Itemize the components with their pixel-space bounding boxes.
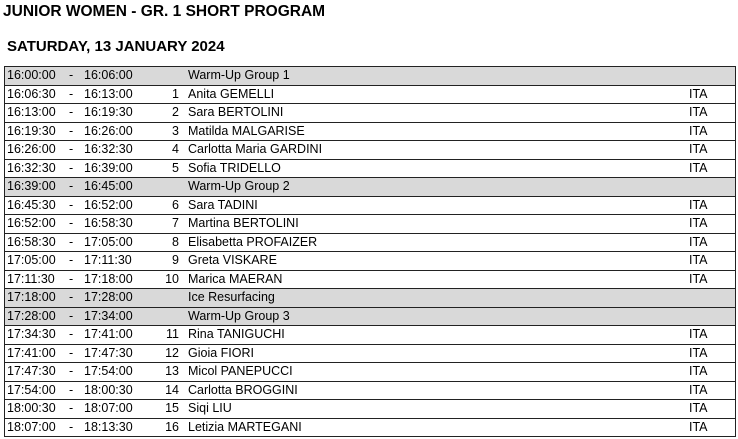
end-time: 18:07:00 xyxy=(84,401,133,415)
start-time: 17:05:00 xyxy=(7,253,56,267)
end-time: 16:52:00 xyxy=(84,197,133,212)
start-number: 9 xyxy=(172,253,179,267)
time-separator: - xyxy=(69,197,74,212)
skater-name: Anita GEMELLI xyxy=(188,86,275,101)
start-number: 16 xyxy=(165,419,179,434)
end-time: 17:11:30 xyxy=(84,253,132,267)
end-time: 16:58:30 xyxy=(84,216,133,230)
schedule-row xyxy=(4,234,736,253)
start-number: 15 xyxy=(165,401,179,415)
schedule-row xyxy=(4,345,736,364)
start-time: 17:18:00 xyxy=(7,290,56,304)
nation-code: ITA xyxy=(689,327,708,341)
section-label: Warm-Up Group 3 xyxy=(188,308,290,323)
time-separator: - xyxy=(69,345,74,360)
end-time: 17:28:00 xyxy=(84,290,133,304)
skater-name: Sofia TRIDELLO xyxy=(188,160,281,175)
end-time: 17:41:00 xyxy=(84,327,133,341)
start-number: 5 xyxy=(172,160,179,175)
start-number: 7 xyxy=(172,216,179,230)
nation-code: ITA xyxy=(689,86,708,101)
start-time: 16:19:30 xyxy=(7,123,56,138)
time-separator: - xyxy=(69,142,74,156)
schedule-date: SATURDAY, 13 JANUARY 2024 xyxy=(7,38,225,55)
skater-name: Letizia MARTEGANI xyxy=(188,419,302,434)
skater-name: Sara TADINI xyxy=(188,197,258,212)
schedule-row xyxy=(4,271,736,290)
time-separator: - xyxy=(69,253,74,267)
skater-name: Greta VISKARE xyxy=(188,253,277,267)
start-time: 18:00:30 xyxy=(7,401,56,415)
time-separator: - xyxy=(69,68,74,82)
schedule-row xyxy=(4,252,736,271)
skater-name: Marica MAERAN xyxy=(188,271,283,286)
nation-code: ITA xyxy=(689,234,708,249)
nation-code: ITA xyxy=(689,382,708,397)
end-time: 16:13:00 xyxy=(84,86,133,101)
start-time: 17:47:30 xyxy=(7,364,56,378)
start-time: 17:28:00 xyxy=(7,308,56,323)
nation-code: ITA xyxy=(689,253,708,267)
nation-code: ITA xyxy=(689,401,708,415)
schedule-row xyxy=(4,382,736,401)
end-time: 16:39:00 xyxy=(84,160,133,175)
start-number: 12 xyxy=(165,345,179,360)
skater-name: Micol PANEPUCCI xyxy=(188,364,293,378)
start-time: 16:45:30 xyxy=(7,197,56,212)
nation-code: ITA xyxy=(689,197,708,212)
end-time: 16:26:00 xyxy=(84,123,133,138)
start-number: 13 xyxy=(165,364,179,378)
start-time: 16:26:00 xyxy=(7,142,56,156)
time-separator: - xyxy=(69,271,74,286)
nation-code: ITA xyxy=(689,142,708,156)
schedule-row xyxy=(4,215,736,234)
schedule-row xyxy=(4,419,736,438)
end-time: 16:32:30 xyxy=(84,142,133,156)
end-time: 16:19:30 xyxy=(84,105,133,119)
time-separator: - xyxy=(69,419,74,434)
schedule-section-row xyxy=(4,178,736,197)
skater-name: Siqi LIU xyxy=(188,401,232,415)
time-separator: - xyxy=(69,105,74,119)
start-number: 2 xyxy=(172,105,179,119)
skater-name: Matilda MALGARISE xyxy=(188,123,305,138)
start-time: 16:58:30 xyxy=(7,234,56,249)
schedule-section-row xyxy=(4,289,736,308)
section-label: Ice Resurfacing xyxy=(188,290,275,304)
start-number: 1 xyxy=(172,86,179,101)
section-label: Warm-Up Group 2 xyxy=(188,179,290,193)
schedule-row xyxy=(4,363,736,382)
end-time: 17:34:00 xyxy=(84,308,133,323)
start-time: 16:06:30 xyxy=(7,86,56,101)
time-separator: - xyxy=(69,364,74,378)
nation-code: ITA xyxy=(689,123,708,138)
start-number: 8 xyxy=(172,234,179,249)
start-time: 16:39:00 xyxy=(7,179,56,193)
start-number: 14 xyxy=(165,382,179,397)
end-time: 17:54:00 xyxy=(84,364,133,378)
skater-name: Rina TANIGUCHI xyxy=(188,327,285,341)
time-separator: - xyxy=(69,123,74,138)
start-time: 16:52:00 xyxy=(7,216,56,230)
nation-code: ITA xyxy=(689,345,708,360)
time-separator: - xyxy=(69,216,74,230)
nation-code: ITA xyxy=(689,160,708,175)
end-time: 17:47:30 xyxy=(84,345,133,360)
schedule-row xyxy=(4,160,736,179)
start-time: 16:13:00 xyxy=(7,105,56,119)
skater-name: Carlotta Maria GARDINI xyxy=(188,142,323,156)
end-time: 17:05:00 xyxy=(84,234,133,249)
time-separator: - xyxy=(69,160,74,175)
end-time: 16:45:00 xyxy=(84,179,133,193)
start-time: 17:34:30 xyxy=(7,327,56,341)
skater-name: Elisabetta PROFAIZER xyxy=(188,234,318,249)
schedule-section-row xyxy=(4,308,736,327)
start-time: 18:07:00 xyxy=(7,419,56,434)
schedule-row xyxy=(4,197,736,216)
skater-name: Sara BERTOLINI xyxy=(188,105,284,119)
schedule-table xyxy=(4,66,736,437)
time-separator: - xyxy=(69,308,74,323)
schedule-row xyxy=(4,123,736,142)
time-separator: - xyxy=(69,234,74,249)
skater-name: Martina BERTOLINI xyxy=(188,216,299,230)
end-time: 17:18:00 xyxy=(84,271,133,286)
time-separator: - xyxy=(69,327,74,341)
start-number: 4 xyxy=(172,142,179,156)
end-time: 18:13:30 xyxy=(84,419,133,434)
time-separator: - xyxy=(69,86,74,101)
section-label: Warm-Up Group 1 xyxy=(188,68,290,82)
start-number: 10 xyxy=(165,271,179,286)
start-number: 3 xyxy=(172,123,179,138)
page-title: JUNIOR WOMEN - GR. 1 SHORT PROGRAM xyxy=(3,3,326,20)
schedule-row xyxy=(4,326,736,345)
nation-code: ITA xyxy=(689,271,708,286)
nation-code: ITA xyxy=(689,216,708,230)
schedule-row xyxy=(4,141,736,160)
schedule-section-row xyxy=(4,67,736,86)
time-separator: - xyxy=(69,401,74,415)
start-time: 17:11:30 xyxy=(7,271,55,286)
skater-name: Carlotta BROGGINI xyxy=(188,382,298,397)
start-time: 17:54:00 xyxy=(7,382,56,397)
start-number: 11 xyxy=(166,327,179,341)
end-time: 16:06:00 xyxy=(84,68,133,82)
end-time: 18:00:30 xyxy=(84,382,133,397)
time-separator: - xyxy=(69,290,74,304)
schedule-row xyxy=(4,104,736,123)
time-separator: - xyxy=(69,382,74,397)
start-time: 16:32:30 xyxy=(7,160,56,175)
nation-code: ITA xyxy=(689,364,708,378)
start-number: 6 xyxy=(172,197,179,212)
schedule-row xyxy=(4,400,736,419)
start-time: 16:00:00 xyxy=(7,68,56,82)
start-time: 17:41:00 xyxy=(7,345,56,360)
schedule-row xyxy=(4,86,736,105)
skater-name: Gioia FIORI xyxy=(188,345,254,360)
time-separator: - xyxy=(69,179,74,193)
nation-code: ITA xyxy=(689,105,708,119)
nation-code: ITA xyxy=(689,419,708,434)
